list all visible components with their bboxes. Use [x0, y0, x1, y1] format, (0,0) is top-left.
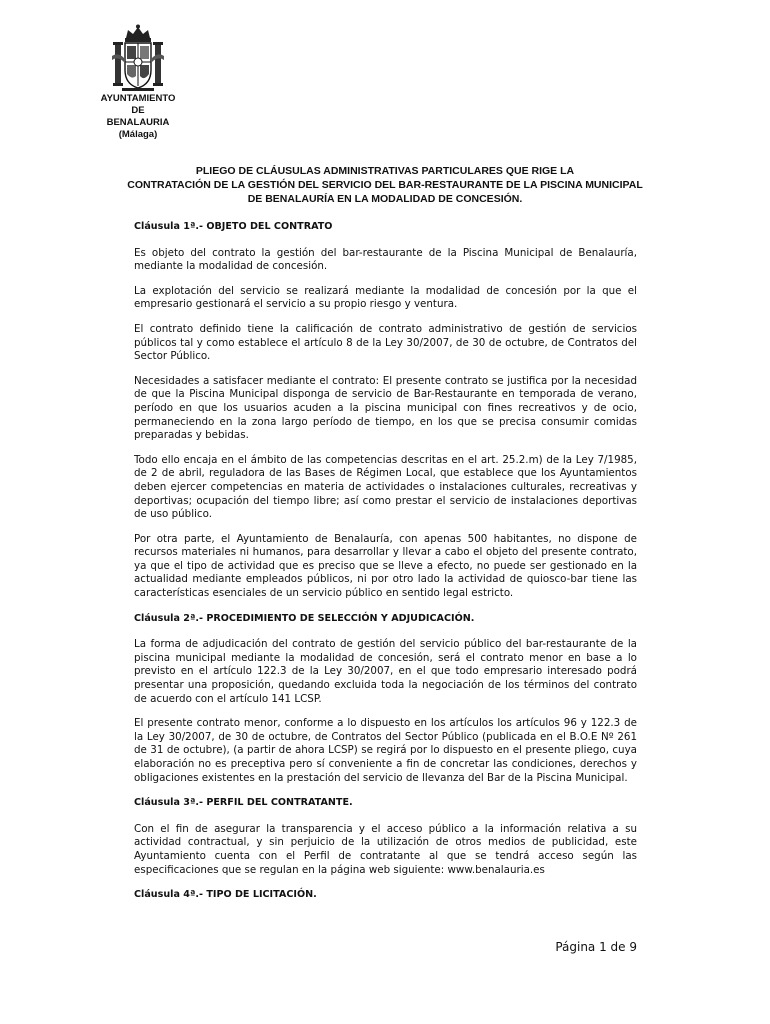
paragraph: El contrato definido tiene la calificación de contrato administrativo de gestión de servicios públicos tal y como establece el artículo 8 de la Ley 30/2007, de 30 de octubre, de Contratos del Sector Público. — [134, 322, 637, 363]
coat-of-arms-logo — [112, 24, 164, 94]
page-number: Página 1 de 9 — [555, 940, 637, 954]
title-line: DE BENALAURÍA EN LA MODALIDAD DE CONCESIÓN. — [247, 193, 523, 205]
letterhead — [92, 93, 184, 141]
title-line: CONTRATACIÓN DE LA GESTIÓN DEL SERVICIO DEL BAR-RESTAURANTE DE LA PISCINA MUNICIPAL — [127, 179, 643, 191]
paragraph: Necesidades a satisfacer mediante el contrato: El presente contrato se justifica por la necesidad de que la Piscina Municipal disponga de servicio de Bar-Restaurante en temporada de verano, período en que los usuarios acuden a la piscina municipal con fines recreativos y de ocio, permaneciendo en la zona largo período de tiempo, en los que se precisa consumir comidas preparadas y bebidas. — [134, 374, 637, 442]
paragraph: Todo ello encaja en el ámbito de las competencias descritas en el art. 25.2.m) de la Ley 7/1985, de 2 de abril, reguladora de las Bases de Régimen Local, que establece que los Ayuntamientos deben ejercer competencias en materia de actividades o instalaciones culturales, recreativas y deportivas; ocupación del tiempo libre; así como prestar el servicio de instalaciones deportivas de uso público. — [134, 453, 637, 521]
title-line: PLIEGO DE CLÁUSULAS ADMINISTRATIVAS PARTICULARES QUE RIGE LA — [195, 165, 575, 177]
paragraph: La forma de adjudicación del contrato de gestión del servicio público del bar-restaurante de la piscina municipal mediante la modalidad de concesión, será el contrato menor en base a lo previsto en el artículo 122.3 de la Ley 30/2007, en el que todo empresario interesado podrá presentar una proposición, quedando excluida toda la negociación de los términos del contrato de acuerdo con el artículo 141 LCSP. — [134, 638, 637, 705]
document-title — [120, 164, 650, 206]
paragraph: La explotación del servicio se realizará mediante la modalidad de concesión por la que el empresario gestionará el servicio a su propio riesgo y ventura. — [134, 284, 637, 311]
letterhead-line: DE — [131, 105, 145, 116]
document-body — [134, 220, 637, 915]
letterhead-line: BENALAURIA — [106, 117, 170, 128]
letterhead-line: (Málaga) — [118, 129, 158, 140]
clause-heading: Cláusula 2ª.- PROCEDIMIENTO DE SELECCIÓN Y ADJUDICACIÓN. — [134, 612, 475, 624]
paragraph: Con el fin de asegurar la transparencia y el acceso público a la información relativa a su actividad contractual, y sin perjuicio de la utilización de otros medios de publicidad, este Ayuntamiento cuenta con el Perfil de contratante al que se tendrá acceso según las especificaciones que se regulan en la página web siguiente: www.benalauria.es — [134, 822, 637, 876]
paragraph: Por otra parte, el Ayuntamiento de Benalauría, con apenas 500 habitantes, no dispone de recursos materiales ni humanos, para desarrollar y llevar a cabo el objeto del presente contrato, ya que el tipo de actividad que es preciso que se lleve a efecto, no puede ser gestionado en la actualidad mediante empleados públicos, ni por otro lado la actividad de quiosco-bar tiene las características esenciales de un servicio público en sentido legal estricto. — [134, 532, 637, 600]
clause-heading: Cláusula 1ª.- OBJETO DEL CONTRATO — [134, 221, 333, 232]
paragraph: Es objeto del contrato la gestión del bar-restaurante de la Piscina Municipal de Benalauría, mediante la modalidad de concesión. — [134, 246, 637, 273]
clause-heading: Cláusula 4ª.- TIPO DE LICITACIÓN. — [134, 889, 317, 901]
letterhead-line: AYUNTAMIENTO — [100, 93, 176, 104]
paragraph: El presente contrato menor, conforme a lo dispuesto en los artículos los artículos 96 y 122.3 de la Ley 30/2007, de 30 de octubre, de Contratos del Sector Público (publicada en el B.O.E Nº 261 de 31 de octubre), (a partir de ahora LCSP) se regirá por lo dispuesto en el presente pliego, cuya elaboración no es preceptiva pero sí conveniente a fin de concretar las condiciones, derechos y obligaciones existentes en la prestación del servicio de llevanza del Bar de la Piscina Municipal. — [134, 717, 637, 784]
clause-heading: Cláusula 3ª.- PERFIL DEL CONTRATANTE. — [134, 797, 353, 809]
